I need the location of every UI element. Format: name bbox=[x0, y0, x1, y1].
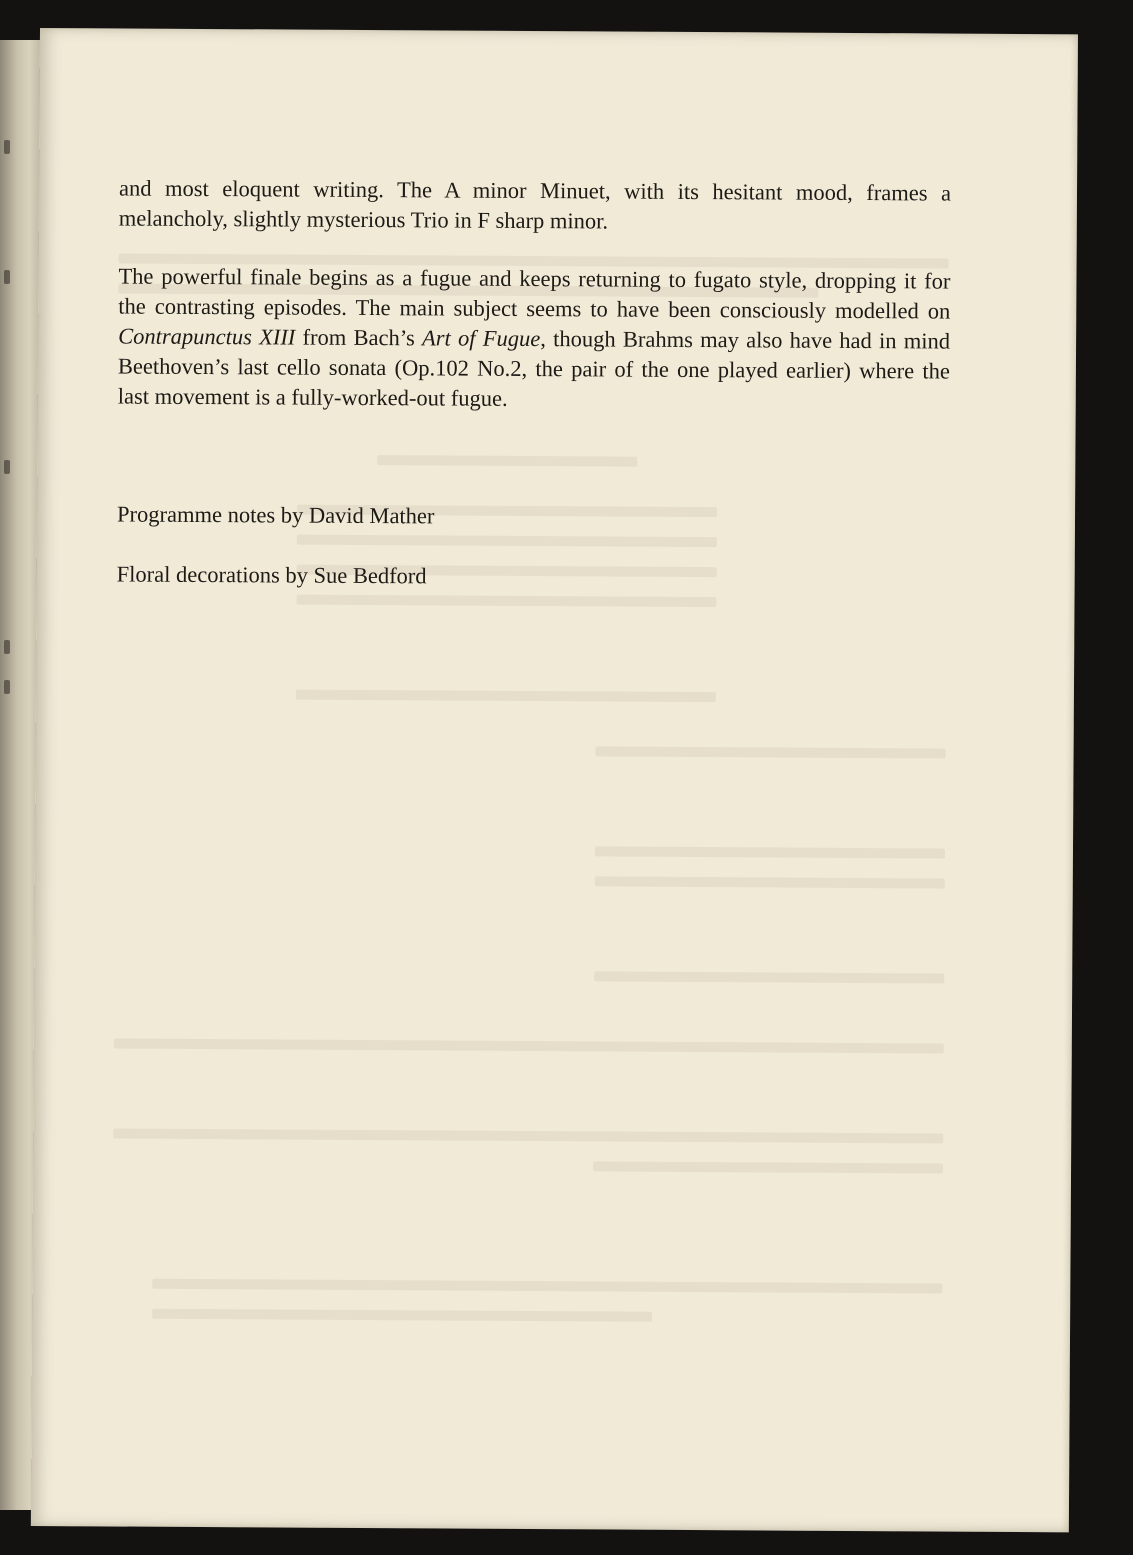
programme-notes-credit: Programme notes by David Mather bbox=[116, 501, 435, 529]
floral-decorations-credit: Floral decorations by Sue Bedford bbox=[116, 561, 427, 589]
edge-mark bbox=[4, 460, 10, 474]
work-title: Contrapunctus XIII bbox=[118, 323, 296, 350]
document-page bbox=[31, 28, 1078, 1532]
edge-mark bbox=[4, 640, 10, 654]
page-body bbox=[117, 173, 952, 594]
work-title: Art of Fugue bbox=[421, 325, 541, 352]
edge-mark bbox=[4, 270, 10, 284]
paragraph-text: , though Brahms may also have had in mind Beethoven’s last cello sonata (Op.102 No.2, the pair of the one played earlier) where the last movement is a fully-worked-out fugue. bbox=[117, 326, 951, 411]
edge-mark bbox=[4, 140, 10, 154]
paragraph-minuet: and most eloquent writing. The A minor Minuet, with its hesitant mood, frames a melancholy, slightly mysterious Trio in F sharp minor. bbox=[118, 175, 952, 234]
paragraph-text: The powerful finale begins as a fugue and keeps returning to fugato style, dropping it for the contrasting episodes. The main subject seems to have been consciously modelled on bbox=[118, 263, 951, 324]
paragraph-text: from Bach’s bbox=[295, 324, 423, 351]
edge-mark bbox=[4, 680, 10, 694]
paragraph-finale bbox=[118, 261, 951, 416]
